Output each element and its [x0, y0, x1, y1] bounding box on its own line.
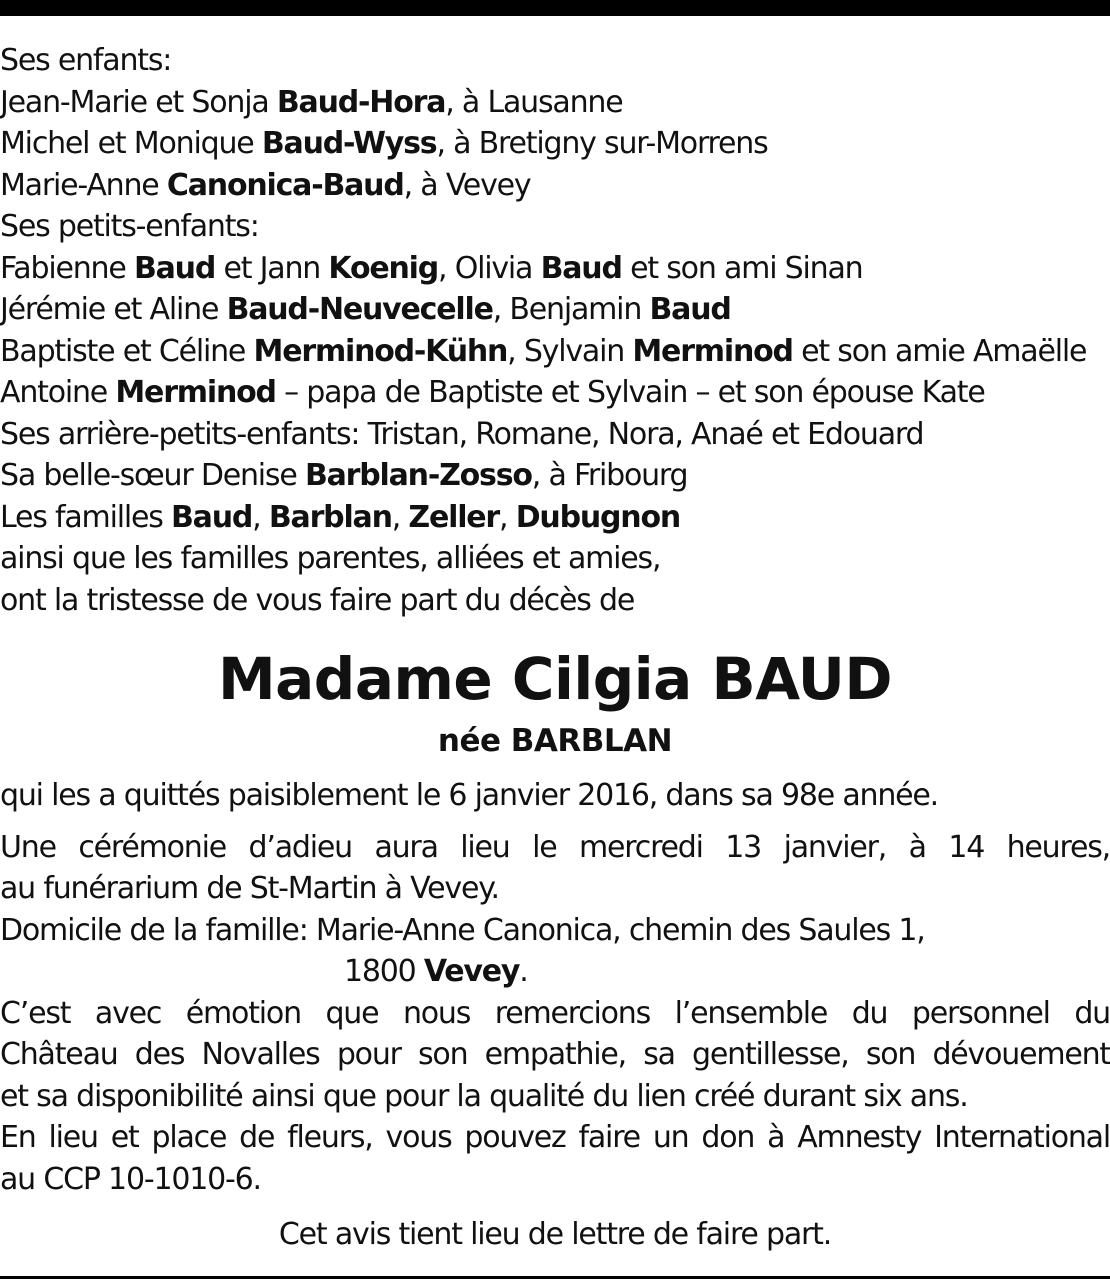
- family-surname: Zeller: [408, 499, 500, 535]
- gc-text: , Sylvain: [507, 333, 625, 369]
- postal-code: 1800: [344, 954, 416, 989]
- gc-surname: Baud: [133, 250, 216, 286]
- ceremony-location-line: au funérarium de St-Martin à Vevey.: [0, 871, 499, 906]
- maiden-name: née BARBLAN: [437, 723, 673, 759]
- family-surname: Dubugnon: [515, 499, 681, 535]
- gc-text: et Jann: [223, 250, 321, 286]
- family-surname: Baud: [171, 499, 253, 535]
- gc-surname: Merminod: [115, 375, 276, 410]
- grandchild-line: [0, 331, 1110, 373]
- child-surname: Baud-Wyss: [261, 126, 437, 161]
- child-place: , à Vevey: [403, 167, 531, 203]
- child-line: [0, 165, 1110, 207]
- gc-text: et son amie Amaëlle: [801, 333, 1087, 369]
- child-first-names: Michel et Monique: [0, 126, 254, 161]
- grandchild-line: [0, 372, 1110, 414]
- grandchildren-header: Ses petits-enfants:: [0, 209, 259, 244]
- thanks-line: et sa disponibilité ainsi que pour la qualité du lien créé durant six ans.: [0, 1078, 968, 1114]
- families-sep: ,: [499, 499, 508, 535]
- sil-surname: Barblan-Zosso: [304, 458, 532, 493]
- gc-text: – papa de Baptiste et Sylvain – et son épouse Kate: [284, 375, 985, 410]
- thanks-line: Château des Novalles pour son empathie, sa gentillesse, son dévouement: [0, 1037, 1110, 1072]
- great-grandchildren-line: Ses arrière-petits-enfants: Tristan, Romane, Nora, Anaé et Edouard: [0, 416, 924, 452]
- sil-place: , à Fribourg: [531, 458, 688, 493]
- deceased-name: Madame Cilgia BAUD: [217, 645, 893, 713]
- gc-surname: Merminod: [632, 333, 793, 369]
- child-first-names: Marie-Anne: [0, 167, 159, 203]
- sil-text: Sa belle-sœur Denise: [0, 458, 297, 493]
- gc-surname: Baud: [540, 250, 622, 286]
- sister-in-law-line: [0, 455, 1110, 497]
- gc-text: Baptiste et Céline: [0, 333, 246, 369]
- announcement-line: ont la tristesse de vous faire part du décès de: [0, 582, 635, 618]
- domicile-line: Domicile de la famille: Marie-Anne Canonica, chemin des Saules 1,: [0, 912, 925, 948]
- gc-text: Fabienne: [0, 250, 126, 286]
- gc-surname: Merminod-Kühn: [253, 333, 508, 369]
- top-rule: [0, 0, 1110, 16]
- families-sep: ,: [391, 499, 401, 535]
- child-place: , à Bretigny sur-Morrens: [436, 126, 768, 161]
- gc-text: , Olivia: [438, 250, 533, 286]
- gc-surname: Koenig: [328, 250, 439, 286]
- ceremony-line: Une cérémonie d’adieu aura lieu le mercredi 13 janvier, à 14 heures,: [0, 829, 1110, 865]
- death-notice: [0, 40, 1110, 1256]
- family-surname: Barblan: [268, 499, 392, 535]
- gc-surname: Baud-Neuvecelle: [226, 292, 493, 327]
- child-first-names: Jean-Marie et Sonja: [0, 84, 269, 120]
- thanks-line: C’est avec émotion que nous remercions l’ensemble du personnel du: [0, 995, 1110, 1031]
- donation-line: En lieu et place de fleurs, vous pouvez faire un don à Amnesty International: [0, 1120, 1110, 1155]
- grandchild-line: [0, 289, 1110, 331]
- gc-surname: Baud: [649, 292, 731, 327]
- passing-line: qui les a quittés paisiblement le 6 janvier 2016, dans sa 98e année.: [0, 778, 939, 813]
- period: .: [519, 954, 528, 989]
- child-line: [0, 123, 1110, 165]
- grandchild-line: [0, 248, 1110, 290]
- gc-text: Jérémie et Aline: [0, 292, 219, 327]
- bottom-rule: [0, 1276, 1110, 1279]
- city: Vevey: [423, 954, 520, 989]
- gc-text: Antoine: [0, 375, 108, 410]
- child-place: , à Lausanne: [445, 84, 623, 120]
- closing-line: Cet avis tient lieu de lettre de faire part.: [278, 1217, 832, 1252]
- domicile-city-line: [0, 951, 1110, 993]
- child-surname: Canonica-Baud: [166, 167, 404, 203]
- child-surname: Baud-Hora: [276, 84, 446, 120]
- families-line: [0, 497, 1110, 539]
- relatives-line: ainsi que les familles parentes, alliées et amies,: [0, 541, 661, 576]
- gc-text: , Benjamin: [492, 292, 642, 327]
- children-header: Ses enfants:: [0, 43, 172, 78]
- donation-account-line: au CCP 10-1010-6.: [0, 1161, 261, 1197]
- child-line: [0, 82, 1110, 124]
- gc-text: et son ami Sinan: [630, 250, 863, 286]
- families-text: Les familles: [0, 499, 163, 535]
- families-sep: ,: [252, 499, 261, 535]
